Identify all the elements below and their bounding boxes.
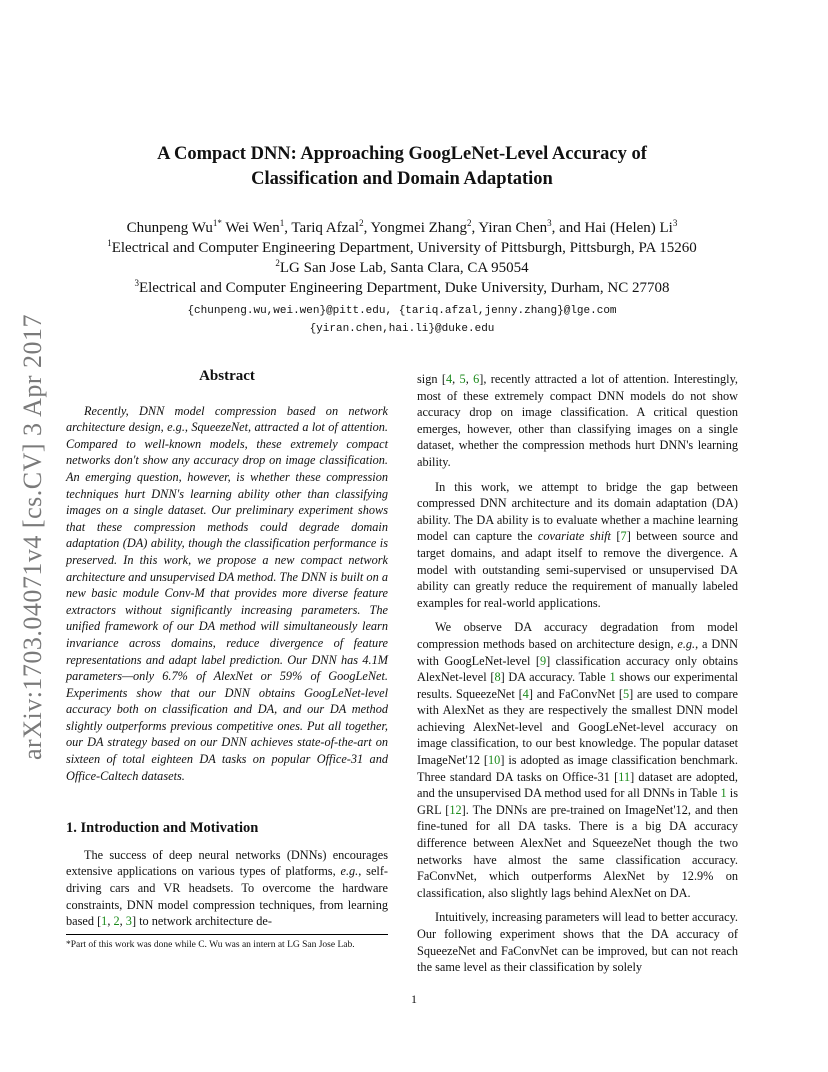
intro-paragraph-1-cont: sign [4, 5, 6], recently attracted a lot of attention. Interestingly, most of these extremely compact DNN models do not show accuracy drop on image classification. A critical question emerges, however, other than classifying images on a single dataset, whether the compression methods hurt DNN's learning ability. xyxy=(417,372,738,469)
footnote: *Part of this work was done while C. Wu was an intern at LG San Jose Lab. xyxy=(66,934,388,952)
author-block xyxy=(60,218,744,338)
intro-paragraph-3: We observe DA accuracy degradation from model compression methods based on architecture design, e.g., a DNN with GoogLeNet-level [9] classification accuracy only obtains AlexNet-level [8] DA accuracy. Table 1 shows our experimental results. SqueezeNet [4] and FaConvNet [5] are used to compare with AlexNet as they are respectively the smallest DNN model achieving AlexNet-level and GoogLeNet-level accuracy on image classification, to our best knowledge. The popular dataset ImageNet'12 [10] is adopted as image classification benchmark. Three standard DA tasks on Office-31 [11] dataset are adopted, and the unsupervised DA method used for all DNNs in Table 1 is GRL [12]. The DNNs are pre-trained on ImageNet'12, and then fine-tuned for all DA tasks. There is a big DA accuracy difference between AlexNet and SqueezeNet though the two networks have almost the same classification accuracy. FaConvNet, which outperforms AlexNet by 12.9% on classification, also slightly lags behind AlexNet on DA. xyxy=(417,620,739,900)
intro-paragraph-2: In this work, we attempt to bridge the gap between compressed DNN architecture and its domain adaptation (DA) ability. The DA ability is to evaluate whether a machine learning model can capture the covariate shift [7] between source and target domains, and adapt itself to remove the divergence. A model with outstanding semi-supervised or unsupervised DA ability can greatly reduce the requirement of manually labeled examples for real-world applications. xyxy=(417,479,738,610)
author-names: Chunpeng $Wu^{1*}$ Wei Wen$^1$, Tariq Afzal$^2$, Yongmei Zhang$^2$, Yiran Chen$^3$, and Hai (Helen) Li$^3$ xyxy=(126,218,678,236)
affiliation-2: $^2$LG San Jose Lab, Santa Clara, CA 95054 xyxy=(275,258,529,276)
affiliation-3: $^3$Electrical and Computer Engineering Department, Duke University, Durham, NC 27708 xyxy=(134,278,670,296)
title-line-2: Classification and Domain Adaptation xyxy=(251,169,553,189)
arxiv-identifier: arXiv:1703.04071v4 [cs.CV] 3 Apr 2017 xyxy=(18,313,47,760)
paper-title xyxy=(100,142,704,192)
page-number: 1 xyxy=(411,992,417,1006)
intro-paragraph-4: Intuitively, increasing parameters will lead to better accuracy. Our following experiment shows that the DA accuracy of SqueezeNet and FaConvNet can be improved, but can not reach the same level as their classification by solely xyxy=(417,910,738,975)
title-line-1: A Compact DNN: Approaching GoogLeNet-Level Accuracy of xyxy=(157,144,647,164)
email-line-2: {yiran.chen,hai.li}@duke.edu xyxy=(309,323,495,335)
intro-paragraph-1: The success of deep neural networks (DNNs) encourages extensive applications on various types of platforms, e.g., self-driving cars and VR headsets. To overcome the hardware constraints, DNN model compression techniques, from learning based [1, 2, 3] to network architecture de- xyxy=(66,847,389,929)
right-column xyxy=(417,371,738,984)
abstract-heading: Abstract xyxy=(199,368,255,384)
left-column xyxy=(66,368,388,938)
email-line-1: {chunpeng.wu,wei.wen}@pitt.edu, {tariq.afzal,jenny.zhang}@lge.com xyxy=(187,305,617,317)
affiliation-1: $^1$Electrical and Computer Engineering Department, University of Pittsburgh, Pittsburgh, PA 15260 xyxy=(107,238,697,256)
section-1-heading: 1. Introduction and Motivation xyxy=(66,820,259,837)
abstract-text: Recently, DNN model compression based on network architecture design, e.g., SqueezeNet, attracted a lot of attention. Compared to well-known models, these extremely compact networks don't show any accuracy drop on image classification. An emerging question, however, is whether these compression techniques hurt DNN's learning ability other than classifying images on a single dataset. Our preliminary experiment shows that these compression methods could degrade domain adaptation (DA) ability, though the classification performance is preserved. In this work, we propose a new compact network architecture and unsupervised DA method. The DNN is built on a new basic module Conv-M that provides more diverse feature extractors without significantly increasing parameters. The unified framework of our DA method will simultaneously learn invariance across domains, reduce divergence of feature representations and adapt label prediction. Our DNN has 4.1M parameters—only 6.7% of AlexNet or 59% of GoogLeNet. Experiments show that our DNN obtains GoogLeNet-level accuracy both on classification and DA, and our DA method slightly outperforms previous competitive ones. Put all together, our DA strategy based on our DNN achieves state-of-the-art on sixteen of total eighteen DA tasks on popular Office-31 and Office-Caltech datasets. xyxy=(66,403,388,783)
